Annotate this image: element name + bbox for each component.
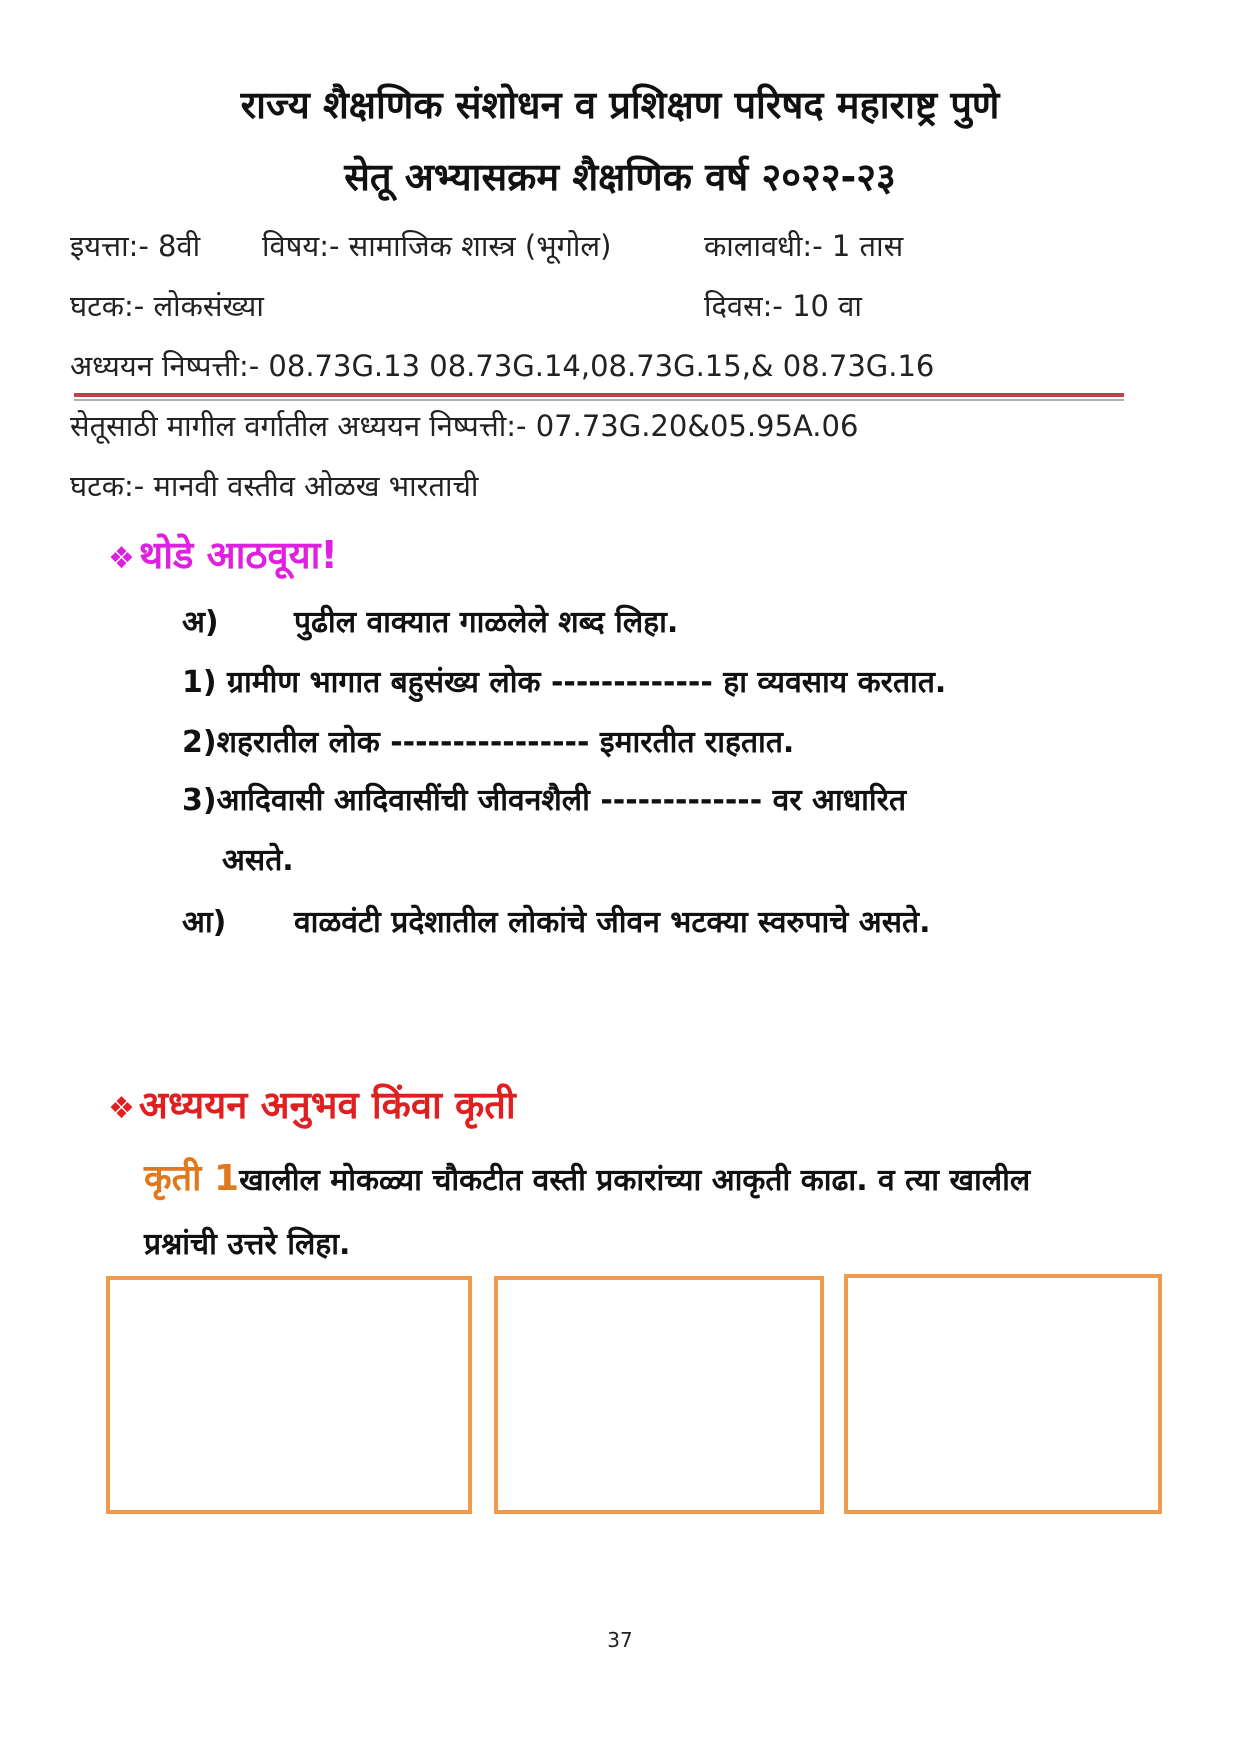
recall-heading: [108, 528, 338, 580]
previous-outcomes: सेतूसाठी मागील वर्गातील अध्ययन निष्पत्ती:- 07.73G.20&05.95A.06: [70, 409, 859, 443]
divider-red: [74, 393, 1124, 397]
question-3: 3)आदिवासी आदिवासींची जीवनशैली ------------- वर आधारित: [182, 783, 907, 818]
activity-instruction: [144, 1152, 1030, 1201]
part-b-statement: वाळवंटी प्रदेशातील लोकांचे जीवन भटक्या स्वरुपाचे असते.: [294, 905, 931, 940]
diamond-bullet-icon: ❖: [108, 1091, 135, 1126]
question-1: 1) ग्रामीण भागात बहुसंख्य लोक ------------- हा व्यवसाय करतात.: [182, 665, 947, 700]
page-number: 37: [607, 1628, 633, 1652]
previous-unit: घटक:- मानवी वस्तीव ओळख भारताची: [70, 469, 479, 503]
page-title: राज्य शैक्षणिक संशोधन व प्रशिक्षण परिषद महाराष्ट्र पुणे: [240, 83, 1000, 127]
drawing-box-2[interactable]: [494, 1276, 824, 1514]
learning-outcomes: अध्ययन निष्पत्ती:- 08.73G.13 08.73G.14,08.73G.15,& 08.73G.16: [70, 349, 935, 383]
drawing-box-1[interactable]: [106, 1276, 472, 1514]
subject-label: विषय:- सामाजिक शास्त्र (भूगोल): [262, 229, 612, 263]
activity-heading-text: अध्ययन अनुभव किंवा कृती: [138, 1083, 516, 1127]
kruti-label: कृती 1: [144, 1158, 240, 1199]
duration-label: कालावधी:- 1 तास: [704, 229, 904, 263]
instruction-line-1: खालील मोकळ्या चौकटीत वस्ती प्रकारांच्या आकृती काढा. व त्या खालील: [239, 1163, 1031, 1198]
page-subtitle: सेतू अभ्यासक्रम शैक्षणिक वर्ष २०२२-२३: [344, 155, 896, 199]
part-a-instruction: पुढील वाक्यात गाळलेले शब्द लिहा.: [294, 605, 679, 640]
part-a-label: अ): [182, 605, 219, 640]
divider-grey: [74, 399, 1124, 401]
drawing-box-3[interactable]: [844, 1274, 1162, 1514]
diamond-bullet-icon: ❖: [108, 541, 135, 576]
question-3-continued: असते.: [222, 843, 294, 878]
recall-heading-text: थोडे आठवूया!: [138, 533, 338, 577]
activity-heading: [108, 1078, 516, 1130]
question-2: 2)शहरातील लोक ---------------- इमारतीत राहतात.: [182, 725, 795, 760]
unit-label: घटक:- लोकसंख्या: [70, 289, 264, 323]
day-label: दिवस:- 10 वा: [704, 289, 862, 323]
part-b-label: आ): [182, 905, 227, 940]
grade-label: इयत्ता:- 8वी: [70, 229, 201, 263]
instruction-line-2: प्रश्नांची उत्तरे लिहा.: [144, 1227, 351, 1262]
